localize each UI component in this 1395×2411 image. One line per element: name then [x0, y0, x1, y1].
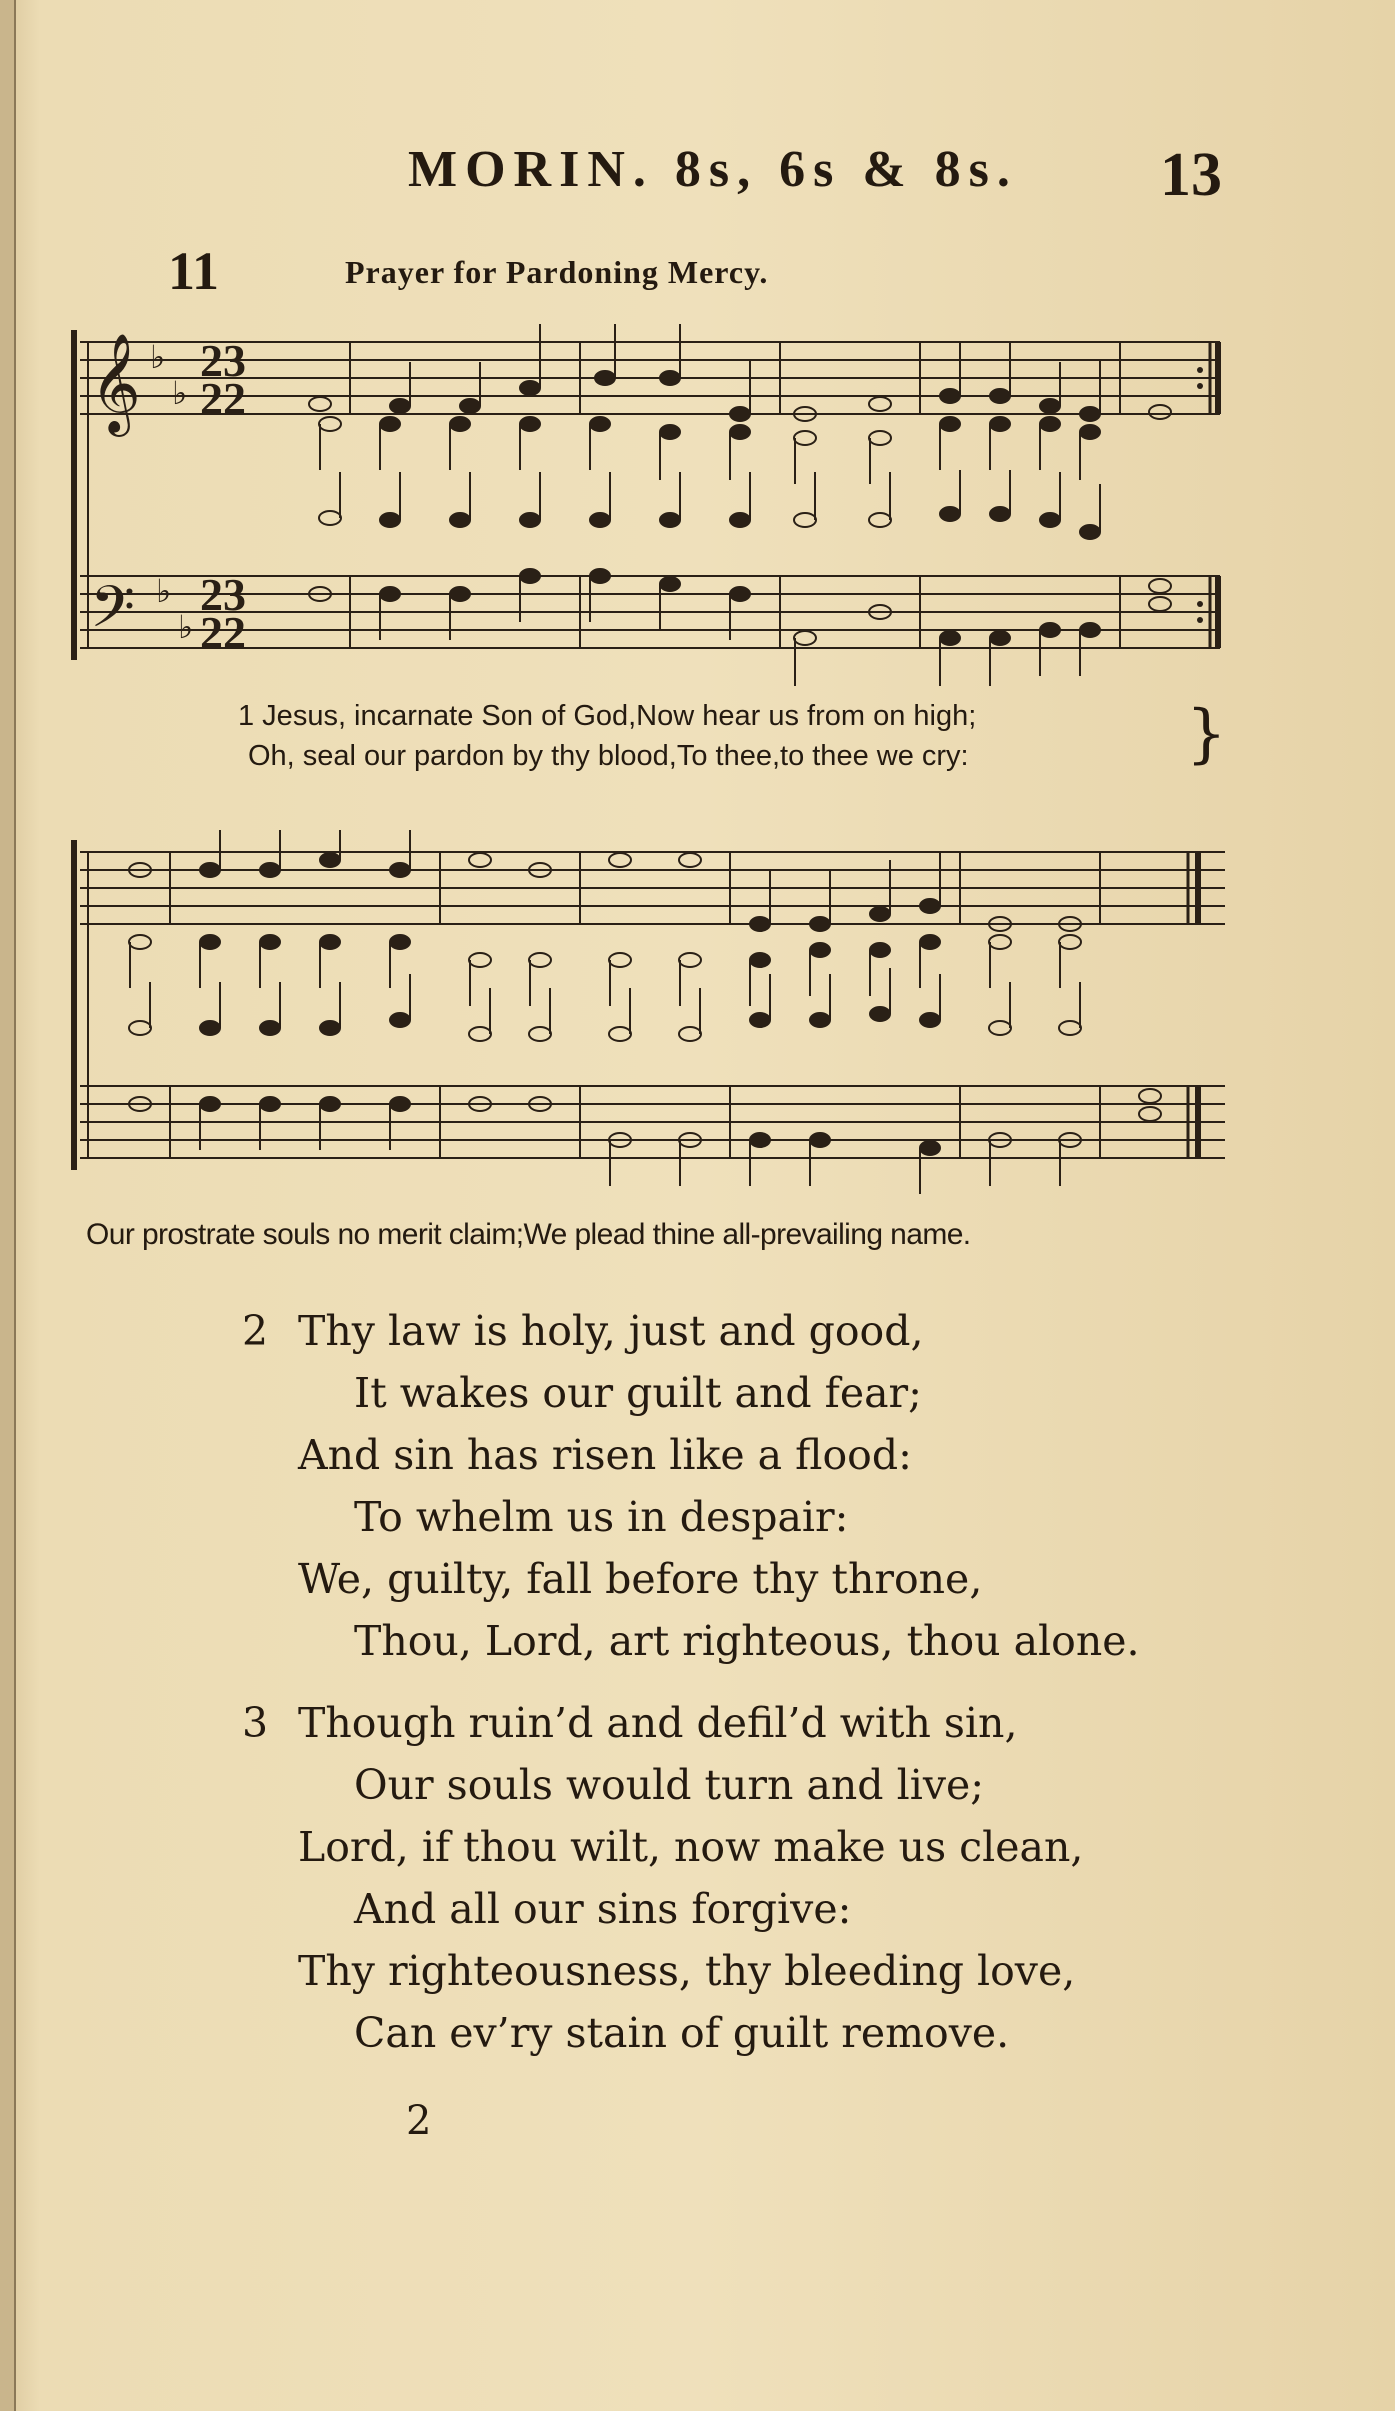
music-system-2 — [60, 830, 1240, 1200]
verse-line — [0, 1692, 1395, 1754]
hymn-number: 11 — [168, 241, 220, 301]
music-staff-system-1 — [60, 320, 1240, 690]
verses — [0, 1300, 1395, 2084]
page-number: 13 — [1160, 141, 1222, 209]
verse-line: We, guilty, fall before thy throne, — [298, 1555, 983, 1603]
signature-mark: 2 — [406, 2098, 432, 2144]
verse-line: Lord, if thou wilt, now make us clean, — [298, 1823, 1084, 1871]
svg-text:♭: ♭ — [156, 572, 172, 610]
svg-text:♭: ♭ — [178, 608, 194, 646]
svg-text:22: 22 — [200, 373, 246, 424]
lyric-brace: } — [1186, 697, 1227, 771]
verse-text: Thy law is holy, just and good, — [298, 1307, 924, 1355]
svg-text:𝄢: 𝄢 — [90, 573, 136, 655]
lyric-line-2: Our prostrate souls no merit claim;We plead thine all-prevailing name. — [86, 1218, 971, 1251]
tune-title: MORIN. 8s, 6s & 8s. — [408, 141, 1018, 198]
verse-number: 3 — [242, 1699, 269, 1747]
verse-line: And all our sins forgive: — [354, 1885, 852, 1933]
svg-text:♭: ♭ — [150, 338, 166, 376]
verse-3 — [0, 1692, 1395, 2064]
verse-number: 2 — [242, 1307, 269, 1355]
verse-line: It wakes our guilt and fear; — [354, 1369, 922, 1417]
svg-text:𝄞: 𝄞 — [90, 333, 141, 433]
verse-2 — [0, 1300, 1395, 1672]
music-system-1 — [60, 320, 1240, 690]
lyric-line-1a: 1 Jesus, incarnate Son of God,Now hear us from on high; — [238, 700, 977, 732]
verse-text: Though ruin’d and defil’d with sin, — [298, 1699, 1018, 1747]
svg-text:23: 23 — [200, 335, 246, 386]
verse-line: To whelm us in despair: — [354, 1493, 849, 1541]
svg-text:22: 22 — [200, 607, 246, 658]
svg-text:23: 23 — [200, 569, 246, 620]
verse-line: Our souls would turn and live; — [354, 1761, 985, 1809]
svg-text:♭: ♭ — [172, 374, 188, 412]
verse-line — [0, 1300, 1395, 1362]
verse-line: Thou, Lord, art righteous, thou alone. — [354, 1617, 1140, 1665]
lyric-line-1b: Oh, seal our pardon by thy blood,To thee,to thee we cry: — [248, 740, 969, 772]
verse-line: And sin has risen like a flood: — [298, 1431, 912, 1479]
verse-line: Can ev’ry stain of guilt remove. — [354, 2009, 1010, 2057]
music-staff-system-2 — [60, 830, 1240, 1200]
hymn-subtitle: Prayer for Pardoning Mercy. — [345, 254, 769, 290]
verse-line: Thy righteousness, thy bleeding love, — [298, 1947, 1076, 1995]
